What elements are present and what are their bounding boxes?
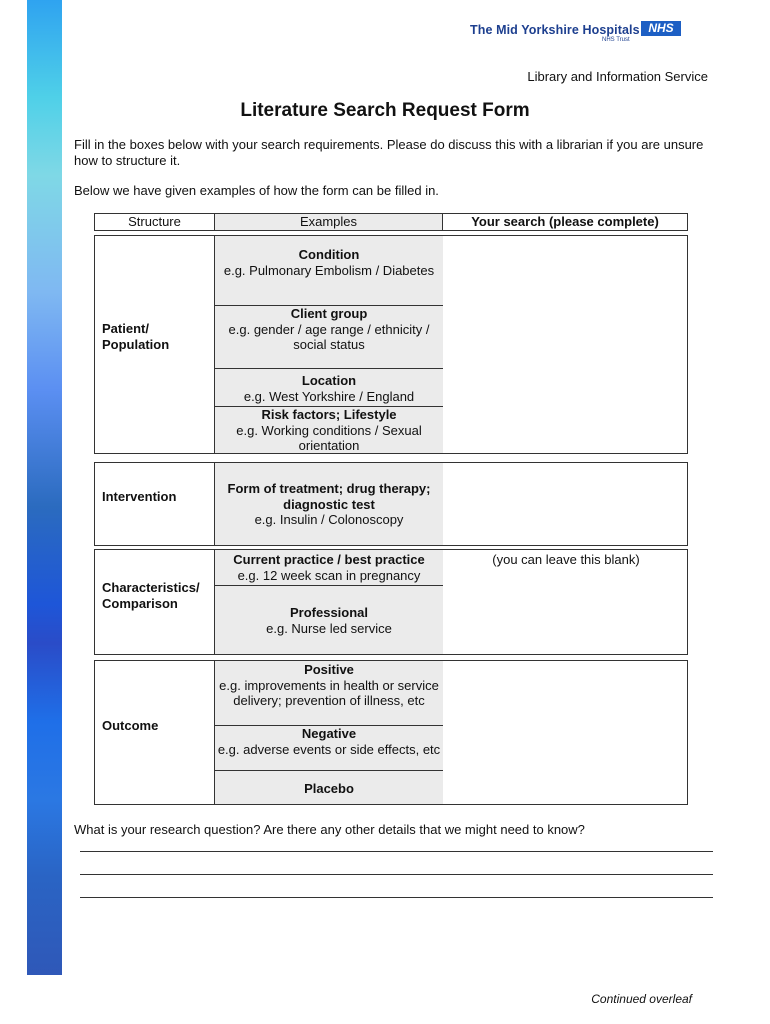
outcome-block bbox=[94, 660, 688, 805]
example-text: e.g. Pulmonary Embolism / Diabetes bbox=[223, 262, 435, 278]
intro-paragraph: Fill in the boxes below with your search requirements. Please do discuss this with a librarian if you are unsure how to structure it. bbox=[74, 137, 704, 168]
example-location bbox=[215, 369, 443, 407]
example-client-group bbox=[215, 306, 443, 369]
example-treatment bbox=[215, 463, 443, 545]
org-name: The Mid Yorkshire Hospitals bbox=[470, 23, 640, 37]
intro-examples-note: Below we have given examples of how the form can be filled in. bbox=[74, 183, 439, 198]
answer-line bbox=[80, 874, 713, 875]
nhs-trust-logo bbox=[470, 20, 685, 50]
org-sub: NHS Trust bbox=[602, 37, 630, 43]
example-text: e.g. adverse events or side effects, etc bbox=[217, 741, 441, 757]
example-title: Professional bbox=[289, 605, 369, 620]
example-title: Form of treatment; drug therapy; diagnostic test bbox=[227, 481, 431, 512]
header-your-search: Your search (please complete) bbox=[442, 213, 688, 231]
comparison-label: Characteristics/ Comparison bbox=[102, 580, 200, 611]
example-title: Placebo bbox=[304, 781, 354, 796]
research-question-prompt: What is your research question? Are there any other details that we might need to know? bbox=[74, 822, 585, 837]
outcome-label: Outcome bbox=[102, 718, 159, 733]
example-risk-factors bbox=[215, 407, 443, 453]
patient-population-block bbox=[94, 235, 688, 454]
answer-line bbox=[80, 897, 713, 898]
intervention-block bbox=[94, 462, 688, 546]
patient-population-label: Patient/ Population bbox=[102, 321, 170, 352]
example-title: Location bbox=[301, 373, 357, 388]
nhs-logo-box: NHS bbox=[641, 21, 681, 36]
header-examples: Examples bbox=[214, 213, 443, 231]
example-text: e.g. Nurse led service bbox=[266, 620, 392, 636]
answer-line bbox=[80, 851, 713, 852]
example-current-practice bbox=[215, 550, 443, 586]
decorative-side-bar bbox=[27, 0, 62, 975]
example-placebo bbox=[215, 771, 443, 804]
example-title: Condition bbox=[298, 247, 360, 262]
example-text: e.g. Working conditions / Sexual orientation bbox=[236, 422, 422, 453]
service-name: Library and Information Service bbox=[527, 69, 708, 84]
page-title: Literature Search Request Form bbox=[240, 100, 530, 121]
comparison-note: (you can leave this blank) bbox=[492, 552, 640, 567]
example-title: Positive bbox=[304, 662, 354, 677]
example-positive bbox=[215, 661, 443, 726]
example-title: Client group bbox=[290, 306, 368, 321]
header-structure: Structure bbox=[94, 213, 215, 231]
example-text: e.g. 12 week scan in pregnancy bbox=[237, 567, 421, 583]
example-text: e.g. improvements in health or service delivery; prevention of illness, etc bbox=[219, 677, 439, 708]
example-text: e.g. gender / age range / ethnicity / social status bbox=[228, 321, 430, 352]
example-text: e.g. West Yorkshire / England bbox=[243, 388, 415, 404]
continued-overleaf: Continued overleaf bbox=[591, 992, 692, 1006]
example-title: Current practice / best practice bbox=[233, 552, 425, 567]
example-professional bbox=[215, 586, 443, 654]
example-condition bbox=[215, 236, 443, 306]
intervention-label: Intervention bbox=[102, 489, 177, 504]
example-title: Risk factors; Lifestyle bbox=[261, 407, 397, 422]
comparison-block bbox=[94, 549, 688, 655]
example-negative bbox=[215, 726, 443, 771]
example-text: e.g. Insulin / Colonoscopy bbox=[254, 512, 404, 527]
example-title: Negative bbox=[301, 726, 357, 741]
